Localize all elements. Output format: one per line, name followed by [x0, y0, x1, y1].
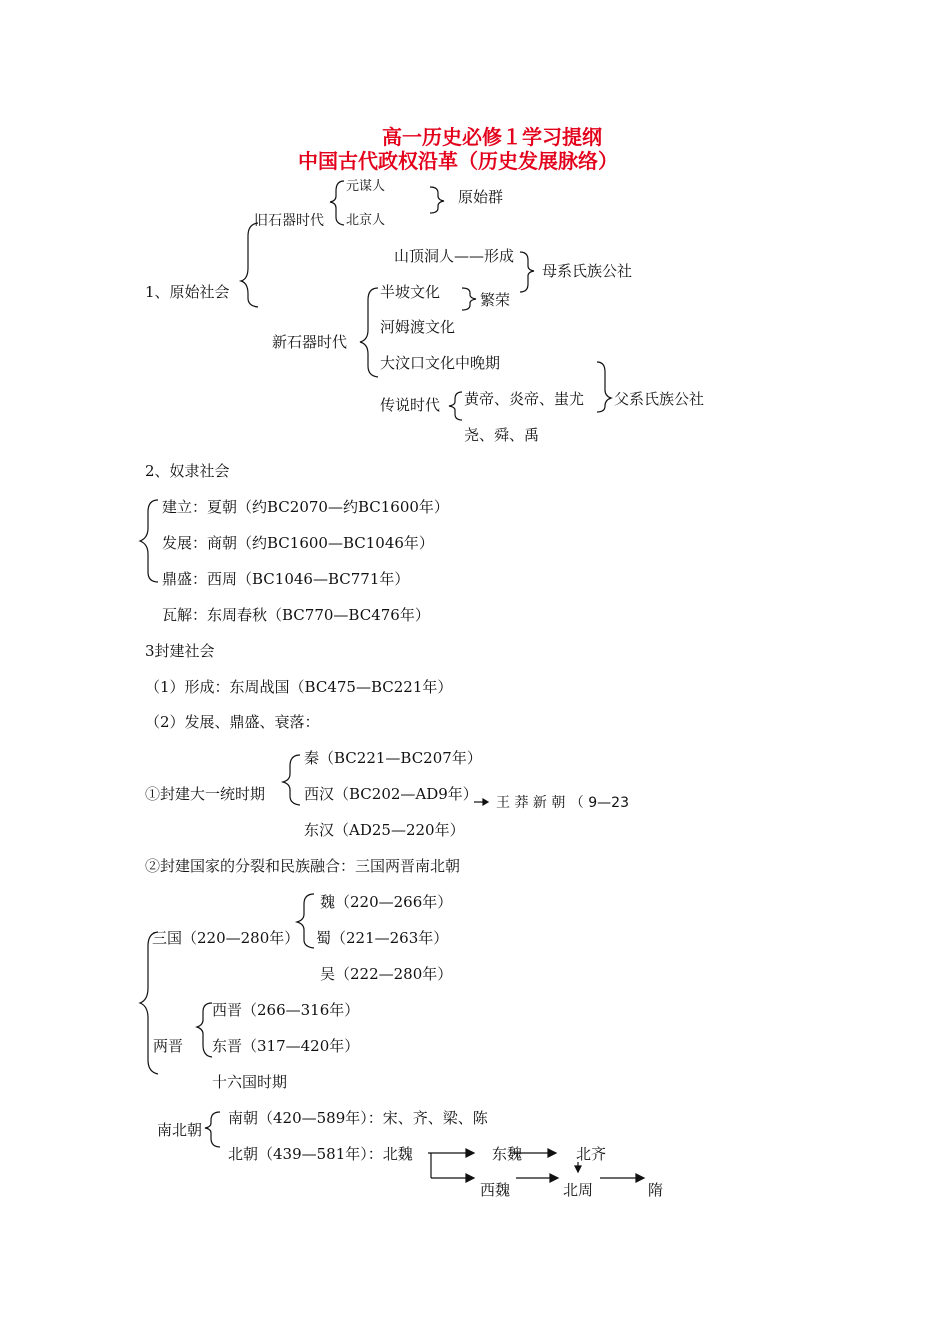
northzhou-to-sui-head: [636, 1174, 644, 1182]
hemudu-culture: 河姆渡文化: [380, 318, 456, 336]
primitive-group: 原始群: [458, 188, 504, 206]
eastern-wei: 东魏: [492, 1145, 523, 1163]
banpo-culture: 半坡文化: [380, 283, 441, 301]
northzhou-to-northqi-head: [575, 1166, 581, 1172]
wangmang-arrow-head: [483, 799, 488, 805]
unified-period-label: ①封建大一统时期: [145, 785, 266, 803]
wangmang-xin: 王 莽 新 朝 （ 9—23: [496, 795, 629, 811]
paleolithic-brace: [330, 181, 344, 225]
slavery-brace: [140, 500, 158, 582]
legend-era-label: 传说时代: [380, 396, 441, 414]
yuanmou-man: 元谋人: [346, 179, 386, 194]
eastwei-to-northqi-head: [548, 1149, 556, 1157]
sui-dynasty: 隋: [648, 1181, 664, 1199]
legend-emperors-1: 黄帝、炎帝、蚩尤: [464, 390, 585, 408]
wei-kingdom: 魏（220—266年）: [320, 893, 453, 911]
paleolithic-label: 旧石器时代: [254, 213, 324, 229]
western-han: 西汉（BC202—AD9年）: [304, 785, 478, 803]
shu-kingdom: 蜀（221—263年）: [316, 929, 449, 947]
neolithic-brace: [360, 288, 378, 377]
shanding-man: 山顶洞人——形成: [394, 247, 515, 265]
feudal-formation: （1）形成：东周战国（BC475—BC221年）: [145, 678, 453, 696]
dawenkou-culture: 大汶口文化中晚期: [380, 354, 501, 372]
northwei-to-eastwei-head: [466, 1149, 474, 1157]
primitive-society-heading: 1、原始社会: [145, 283, 230, 301]
prosperity-brace: [462, 288, 476, 310]
southern-dynasties: 南朝（420—589年）：宋、齐、梁、陈: [228, 1109, 488, 1127]
eastern-han: 东汉（AD25—220年）: [304, 821, 465, 839]
qin-dynasty: 秦（BC221—BC207年）: [304, 749, 482, 767]
south-north-label: 南北朝: [157, 1121, 203, 1139]
feudal-heading: 3封建社会: [145, 642, 215, 660]
three-kingdoms-label: 三国（220—280年）: [152, 929, 300, 947]
two-jin-brace: [197, 1003, 212, 1057]
slavery-peak: 鼎盛：西周（BC1046—BC771年）: [162, 570, 410, 588]
western-jin: 西晋（266—316年）: [212, 1001, 360, 1019]
northern-dynasties: 北朝（439—581年）：北魏: [228, 1145, 413, 1163]
two-jin-label: 两晋: [153, 1037, 184, 1055]
title-line-2: 中国古代政权沿革（历史发展脉络）: [298, 149, 618, 173]
patriarchal-clan: 父系氏族公社: [614, 390, 705, 408]
wu-kingdom: 吴（222—280年）: [320, 965, 453, 983]
three-kingdoms-brace: [297, 894, 314, 948]
slavery-establish: 建立：夏朝（约BC2070—约BC1600年）: [162, 498, 449, 516]
peking-man: 北京人: [346, 213, 386, 228]
prosperity: 繁荣: [480, 291, 511, 309]
sixteen-kingdoms: 十六国时期: [212, 1073, 288, 1091]
westwei-to-northzhou-head: [550, 1174, 558, 1182]
slavery-develop: 发展：商朝（约BC1600—BC1046年）: [162, 534, 434, 552]
matriarchal-brace: [520, 252, 534, 292]
feudal-development: （2）发展、鼎盛、衰落：: [145, 713, 320, 731]
slavery-heading: 2、奴隶社会: [145, 462, 230, 480]
matriarchal-clan: 母系氏族公社: [542, 262, 633, 280]
northern-zhou: 北周: [563, 1181, 594, 1199]
northwei-to-westwei-head: [466, 1174, 474, 1182]
legend-brace: [449, 392, 462, 420]
patriarchal-brace: [597, 362, 611, 412]
western-wei: 西魏: [480, 1181, 511, 1199]
eastern-jin: 东晋（317—420年）: [212, 1037, 360, 1055]
south-north-brace: [205, 1112, 220, 1147]
northern-qi: 北齐: [576, 1145, 607, 1163]
legend-emperors-2: 尧、舜、禹: [464, 426, 540, 444]
neolithic-label: 新石器时代: [272, 333, 348, 351]
slavery-collapse: 瓦解：东周春秋（BC770—BC476年）: [162, 606, 430, 624]
primitive-group-brace: [430, 187, 444, 213]
title-line-1: 高一历史必修１学习提纲: [382, 125, 602, 149]
division-period-label: ②封建国家的分裂和民族融合：三国两晋南北朝: [145, 857, 461, 875]
primitive-society-brace: [241, 223, 258, 307]
unified-brace: [283, 755, 300, 805]
